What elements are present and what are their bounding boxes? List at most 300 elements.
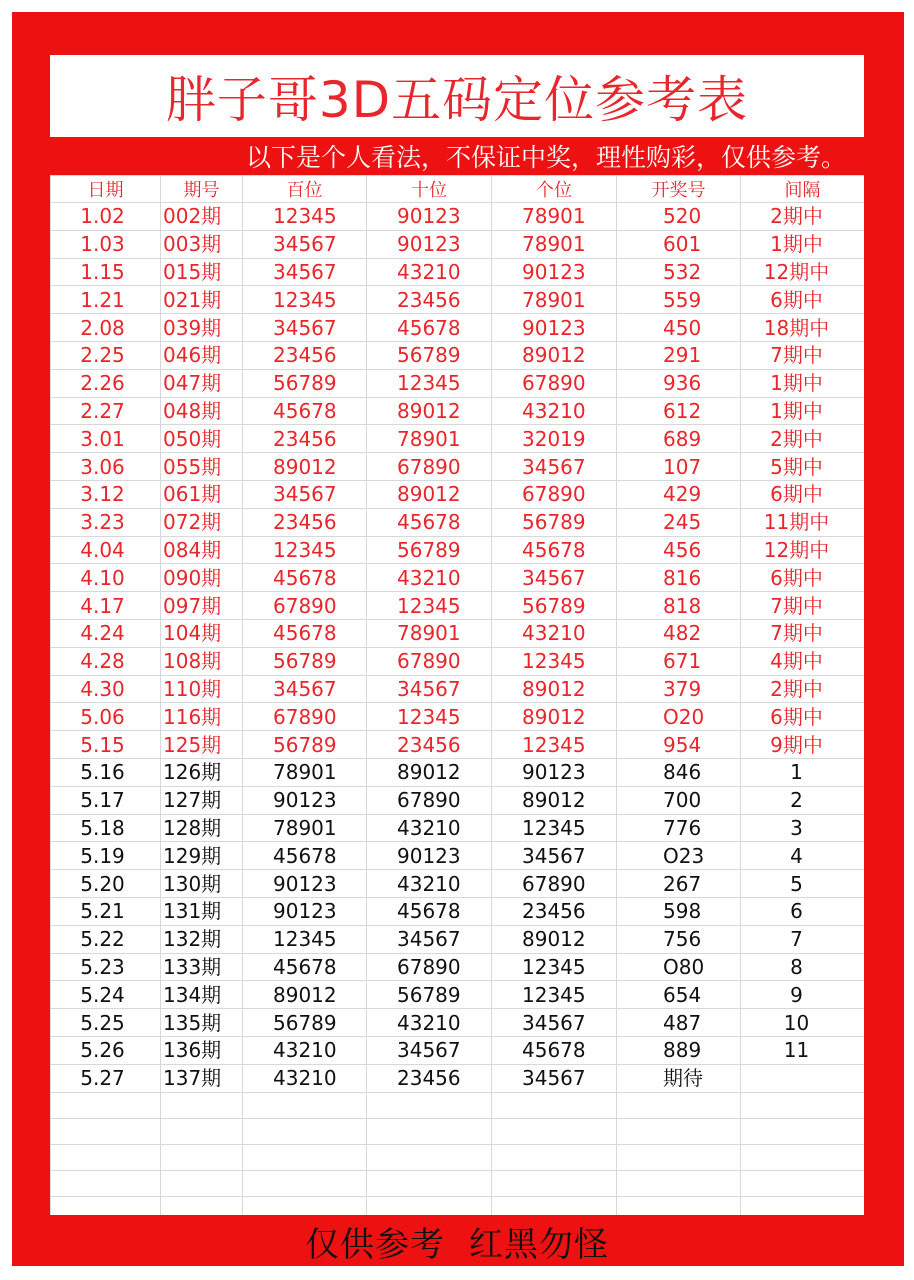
cell-units: 89012 [492,341,617,369]
cell-units: 67890 [492,369,617,397]
empty-table-row [51,1170,865,1196]
cell-hundreds: 43210 [243,1036,367,1064]
table-header-row [51,176,865,203]
cell-hundreds: 34567 [243,258,367,286]
page-title: 胖子哥3D五码定位参考表 [165,71,749,129]
cell-issue: 047期 [161,369,243,397]
cell-issue: 130期 [161,870,243,898]
table-row [51,703,865,731]
empty-cell [741,1118,865,1144]
cell-tens: 90123 [367,230,492,258]
cell-tens: 43210 [367,814,492,842]
cell-issue: 116期 [161,703,243,731]
cell-gap: 6期中 [741,564,865,592]
empty-cell [367,1118,492,1144]
cell-gap: 5 [741,870,865,898]
cell-tens: 43210 [367,1009,492,1037]
empty-cell [51,1118,161,1144]
cell-tens: 23456 [367,1064,492,1092]
cell-units: 12345 [492,647,617,675]
cell-hundreds: 12345 [243,925,367,953]
table-body [51,203,865,1216]
cell-units: 89012 [492,786,617,814]
cell-units: 89012 [492,925,617,953]
cell-draw-number: O80 [617,953,741,981]
cell-date: 4.24 [51,619,161,647]
cell-draw-number: 559 [617,286,741,314]
cell-units: 12345 [492,981,617,1009]
empty-cell [492,1092,617,1118]
cell-date: 5.22 [51,925,161,953]
cell-draw-number: 379 [617,675,741,703]
cell-issue: 003期 [161,230,243,258]
cell-gap: 11期中 [741,508,865,536]
cell-date: 5.06 [51,703,161,731]
cell-gap: 6期中 [741,480,865,508]
cell-draw-number: 671 [617,647,741,675]
footer-left-text: 仅供参考 [305,1224,445,1265]
cell-tens: 43210 [367,258,492,286]
empty-cell [617,1196,741,1215]
header-issue: 期号 [161,176,243,203]
cell-draw-number: 487 [617,1009,741,1037]
cell-hundreds: 12345 [243,286,367,314]
header-units: 个位 [492,176,617,203]
cell-units: 12345 [492,731,617,759]
table-row [51,314,865,342]
cell-draw-number: 期待 [617,1064,741,1092]
cell-issue: 072期 [161,508,243,536]
cell-date: 1.21 [51,286,161,314]
cell-issue: 128期 [161,814,243,842]
cell-date: 1.03 [51,230,161,258]
table-row [51,258,865,286]
table-row [51,925,865,953]
cell-hundreds: 34567 [243,230,367,258]
prediction-table [50,175,864,1215]
empty-cell [51,1144,161,1170]
cell-draw-number: O20 [617,703,741,731]
cell-units: 43210 [492,397,617,425]
cell-tens: 56789 [367,536,492,564]
cell-draw-number: 889 [617,1036,741,1064]
cell-issue: 125期 [161,731,243,759]
cell-issue: 132期 [161,925,243,953]
cell-issue: 039期 [161,314,243,342]
cell-tens: 67890 [367,647,492,675]
cell-gap: 4 [741,842,865,870]
cell-draw-number: 107 [617,453,741,481]
cell-date: 5.21 [51,897,161,925]
table-row [51,397,865,425]
header-hundreds: 百位 [243,176,367,203]
cell-draw-number: 267 [617,870,741,898]
empty-table-row [51,1144,865,1170]
cell-gap: 9 [741,981,865,1009]
table-row [51,230,865,258]
cell-hundreds: 78901 [243,814,367,842]
cell-issue: 104期 [161,619,243,647]
cell-issue: 136期 [161,1036,243,1064]
cell-gap: 7期中 [741,592,865,620]
empty-cell [51,1092,161,1118]
empty-cell [741,1092,865,1118]
cell-gap: 10 [741,1009,865,1037]
empty-cell [243,1144,367,1170]
cell-tens: 23456 [367,286,492,314]
cell-gap: 11 [741,1036,865,1064]
table-row [51,341,865,369]
cell-date: 2.08 [51,314,161,342]
cell-issue: 055期 [161,453,243,481]
cell-tens: 90123 [367,842,492,870]
cell-issue: 133期 [161,953,243,981]
cell-date: 4.10 [51,564,161,592]
table-row [51,758,865,786]
empty-cell [243,1196,367,1215]
cell-gap: 2期中 [741,675,865,703]
cell-units: 67890 [492,480,617,508]
cell-draw-number: 291 [617,341,741,369]
cell-gap: 6期中 [741,286,865,314]
empty-cell [367,1170,492,1196]
cell-draw-number: O23 [617,842,741,870]
cell-date: 5.17 [51,786,161,814]
cell-units: 43210 [492,619,617,647]
empty-cell [617,1118,741,1144]
cell-issue: 090期 [161,564,243,592]
cell-hundreds: 45678 [243,564,367,592]
cell-draw-number: 700 [617,786,741,814]
cell-date: 5.27 [51,1064,161,1092]
cell-issue: 131期 [161,897,243,925]
cell-gap: 9期中 [741,731,865,759]
cell-hundreds: 34567 [243,314,367,342]
cell-hundreds: 56789 [243,731,367,759]
empty-cell [492,1144,617,1170]
header-gap: 间隔 [741,176,865,203]
empty-cell [161,1196,243,1215]
cell-issue: 050期 [161,425,243,453]
cell-issue: 015期 [161,258,243,286]
table-row [51,814,865,842]
cell-tens: 89012 [367,397,492,425]
table-row [51,981,865,1009]
empty-table-row [51,1196,865,1215]
cell-gap: 1期中 [741,397,865,425]
table-row [51,1064,865,1092]
footer-right-text: 红黑勿怪 [469,1224,609,1265]
cell-date: 2.27 [51,397,161,425]
cell-gap: 1期中 [741,230,865,258]
cell-gap: 4期中 [741,647,865,675]
cell-tens: 78901 [367,619,492,647]
cell-issue: 084期 [161,536,243,564]
cell-gap: 1 [741,758,865,786]
cell-hundreds: 89012 [243,453,367,481]
cell-tens: 23456 [367,731,492,759]
cell-date: 1.15 [51,258,161,286]
cell-gap: 1期中 [741,369,865,397]
empty-cell [243,1170,367,1196]
cell-hundreds: 45678 [243,953,367,981]
empty-cell [161,1144,243,1170]
title-banner [50,55,864,137]
cell-units: 45678 [492,536,617,564]
cell-date: 5.23 [51,953,161,981]
cell-date: 5.20 [51,870,161,898]
cell-units: 12345 [492,953,617,981]
header-tens: 十位 [367,176,492,203]
cell-issue: 127期 [161,786,243,814]
cell-units: 23456 [492,897,617,925]
table-row [51,508,865,536]
cell-tens: 67890 [367,786,492,814]
cell-units: 89012 [492,703,617,731]
cell-draw-number: 846 [617,758,741,786]
cell-units: 12345 [492,814,617,842]
cell-date: 4.28 [51,647,161,675]
cell-units: 78901 [492,203,617,231]
cell-draw-number: 756 [617,925,741,953]
cell-units: 78901 [492,230,617,258]
empty-cell [492,1170,617,1196]
empty-cell [161,1092,243,1118]
cell-issue: 061期 [161,480,243,508]
cell-issue: 046期 [161,341,243,369]
cell-gap: 5期中 [741,453,865,481]
cell-gap: 7期中 [741,341,865,369]
table-row [51,675,865,703]
cell-units: 34567 [492,842,617,870]
header-draw-number: 开奖号 [617,176,741,203]
cell-tens: 45678 [367,897,492,925]
cell-date: 5.26 [51,1036,161,1064]
table-row [51,480,865,508]
table-row [51,425,865,453]
cell-date: 3.12 [51,480,161,508]
cell-hundreds: 23456 [243,425,367,453]
empty-cell [492,1196,617,1215]
cell-draw-number: 816 [617,564,741,592]
cell-units: 34567 [492,1064,617,1092]
empty-cell [367,1092,492,1118]
cell-issue: 135期 [161,1009,243,1037]
cell-hundreds: 89012 [243,981,367,1009]
cell-hundreds: 90123 [243,897,367,925]
cell-gap: 12期中 [741,536,865,564]
cell-tens: 12345 [367,369,492,397]
cell-tens: 34567 [367,925,492,953]
cell-draw-number: 482 [617,619,741,647]
cell-hundreds: 78901 [243,758,367,786]
cell-hundreds: 56789 [243,1009,367,1037]
cell-date: 4.17 [51,592,161,620]
cell-gap: 6期中 [741,703,865,731]
cell-tens: 43210 [367,870,492,898]
empty-cell [741,1144,865,1170]
cell-units: 34567 [492,1009,617,1037]
cell-tens: 90123 [367,203,492,231]
cell-tens: 43210 [367,564,492,592]
cell-hundreds: 67890 [243,703,367,731]
cell-date: 3.06 [51,453,161,481]
cell-draw-number: 936 [617,369,741,397]
cell-date: 5.16 [51,758,161,786]
cell-tens: 56789 [367,341,492,369]
cell-gap: 18期中 [741,314,865,342]
cell-units: 56789 [492,592,617,620]
empty-table-row [51,1118,865,1144]
cell-hundreds: 34567 [243,675,367,703]
cell-tens: 67890 [367,453,492,481]
cell-tens: 45678 [367,508,492,536]
cell-date: 4.04 [51,536,161,564]
cell-gap: 8 [741,953,865,981]
cell-gap: 12期中 [741,258,865,286]
cell-hundreds: 43210 [243,1064,367,1092]
cell-units: 89012 [492,675,617,703]
cell-issue: 048期 [161,397,243,425]
cell-gap [741,1064,865,1092]
cell-draw-number: 245 [617,508,741,536]
cell-date: 5.15 [51,731,161,759]
cell-tens: 56789 [367,981,492,1009]
table-row [51,1036,865,1064]
cell-hundreds: 90123 [243,786,367,814]
empty-cell [367,1144,492,1170]
empty-cell [741,1170,865,1196]
table-row [51,619,865,647]
cell-gap: 6 [741,897,865,925]
cell-date: 4.30 [51,675,161,703]
cell-issue: 108期 [161,647,243,675]
cell-draw-number: 598 [617,897,741,925]
cell-gap: 2期中 [741,203,865,231]
cell-hundreds: 45678 [243,619,367,647]
cell-draw-number: 450 [617,314,741,342]
cell-tens: 12345 [367,592,492,620]
empty-cell [161,1170,243,1196]
table-row [51,592,865,620]
cell-units: 34567 [492,453,617,481]
table-row [51,953,865,981]
empty-cell [161,1118,243,1144]
cell-gap: 7 [741,925,865,953]
prediction-table-area [50,175,864,1215]
empty-table-row [51,1092,865,1118]
cell-draw-number: 520 [617,203,741,231]
cell-gap: 2 [741,786,865,814]
cell-issue: 137期 [161,1064,243,1092]
empty-cell [617,1144,741,1170]
cell-units: 90123 [492,258,617,286]
table-row [51,1009,865,1037]
table-row [51,897,865,925]
cell-hundreds: 56789 [243,369,367,397]
header-date: 日期 [51,176,161,203]
cell-tens: 12345 [367,703,492,731]
empty-cell [367,1196,492,1215]
footer-slogan [50,1215,864,1267]
table-row [51,647,865,675]
empty-cell [243,1092,367,1118]
cell-date: 5.19 [51,842,161,870]
empty-cell [741,1196,865,1215]
table-row [51,453,865,481]
cell-issue: 002期 [161,203,243,231]
cell-units: 56789 [492,508,617,536]
cell-units: 45678 [492,1036,617,1064]
cell-hundreds: 34567 [243,480,367,508]
cell-hundreds: 12345 [243,536,367,564]
cell-tens: 34567 [367,1036,492,1064]
cell-units: 67890 [492,870,617,898]
cell-tens: 34567 [367,675,492,703]
cell-units: 90123 [492,314,617,342]
cell-date: 3.23 [51,508,161,536]
cell-draw-number: 612 [617,397,741,425]
cell-hundreds: 23456 [243,508,367,536]
cell-units: 32019 [492,425,617,453]
table-row [51,870,865,898]
cell-issue: 021期 [161,286,243,314]
cell-draw-number: 689 [617,425,741,453]
cell-tens: 67890 [367,953,492,981]
cell-hundreds: 45678 [243,397,367,425]
cell-draw-number: 532 [617,258,741,286]
cell-date: 5.24 [51,981,161,1009]
table-row [51,203,865,231]
cell-hundreds: 56789 [243,647,367,675]
cell-issue: 129期 [161,842,243,870]
cell-draw-number: 456 [617,536,741,564]
cell-date: 1.02 [51,203,161,231]
table-row [51,731,865,759]
empty-cell [51,1170,161,1196]
cell-date: 3.01 [51,425,161,453]
cell-gap: 7期中 [741,619,865,647]
cell-date: 5.25 [51,1009,161,1037]
cell-date: 2.25 [51,341,161,369]
cell-tens: 89012 [367,480,492,508]
cell-gap: 2期中 [741,425,865,453]
cell-draw-number: 429 [617,480,741,508]
table-row [51,564,865,592]
table-row [51,536,865,564]
table-row [51,286,865,314]
cell-draw-number: 601 [617,230,741,258]
cell-units: 90123 [492,758,617,786]
cell-draw-number: 818 [617,592,741,620]
cell-issue: 134期 [161,981,243,1009]
cell-hundreds: 45678 [243,842,367,870]
table-row [51,842,865,870]
cell-units: 78901 [492,286,617,314]
cell-hundreds: 12345 [243,203,367,231]
cell-date: 5.18 [51,814,161,842]
table-row [51,786,865,814]
cell-draw-number: 954 [617,731,741,759]
table-row [51,369,865,397]
cell-gap: 3 [741,814,865,842]
cell-hundreds: 67890 [243,592,367,620]
empty-cell [243,1118,367,1144]
empty-cell [617,1092,741,1118]
disclaimer-notice: 以下是个人看法，不保证中奖，理性购彩，仅供参考。 [245,143,846,172]
empty-cell [51,1196,161,1215]
cell-issue: 110期 [161,675,243,703]
